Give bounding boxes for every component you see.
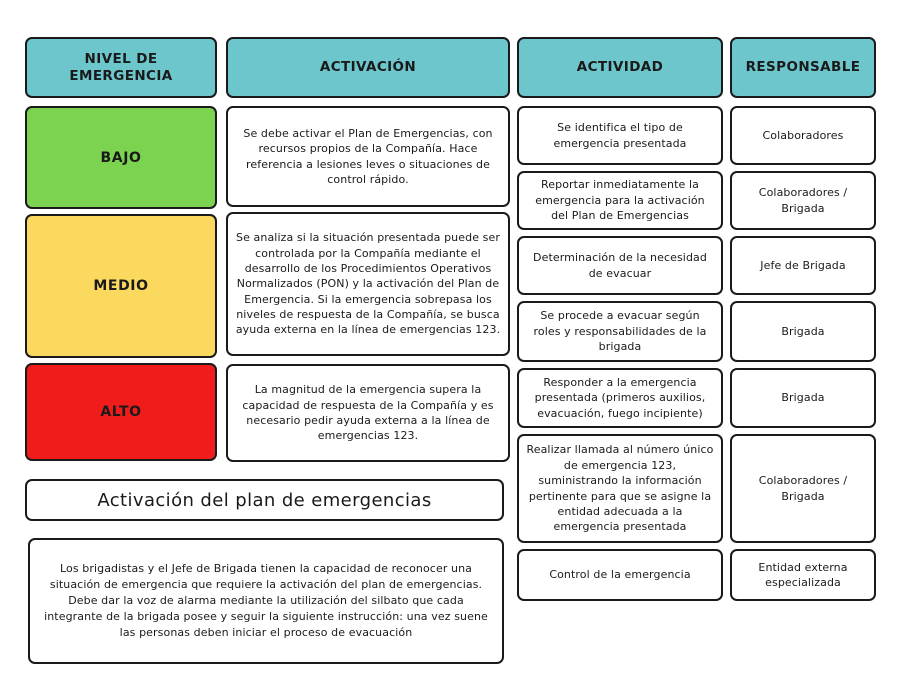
activity-item: Se identifica el tipo de emergencia presentada [517,106,723,165]
activity-item: Se procede a evacuar según roles y responsabilidades de la brigada [517,301,723,362]
activity-item: Control de la emergencia [517,549,723,601]
responsible-item: Colaboradores / Brigada [730,434,876,543]
responsible-item: Brigada [730,368,876,428]
responsible-item: Jefe de Brigada [730,236,876,295]
level-medio: MEDIO [25,214,217,358]
level-alto: ALTO [25,363,217,461]
header-activacion: ACTIVACIÓN [226,37,510,98]
activation-bajo: Se debe activar el Plan de Emergencias, con recursos propios de la Compañía. Hace referencia a lesiones leves o situaciones de control rápido. [226,106,510,207]
responsible-item: Colaboradores [730,106,876,165]
plan-description: Los brigadistas y el Jefe de Brigada tienen la capacidad de reconocer una situación de emergencia que requiere la activación del plan de emergencias. Debe dar la voz de alarma mediante la utilización del silbato que cada integrante de la brigada posee y seguir la siguiente instrucción: una vez suene las personas deben iniciar el proceso de evacuación [28,538,504,664]
activation-medio: Se analiza si la situación presentada puede ser controlada por la Compañía mediante el desarrollo de los Procedimientos Operativos Normalizados (PON) y la activación del Plan de Emergencia. Si la emergencia sobrepasa los niveles de respuesta de la Compañía, se busca ayuda externa en la línea de emergencias 123. [226,212,510,356]
activity-item: Realizar llamada al número único de emergencia 123, suministrando la información pertinente para que se asigne la entidad adecuada a la emergencia presentada [517,434,723,543]
level-bajo: BAJO [25,106,217,209]
responsible-item: Entidad externa especializada [730,549,876,601]
plan-title: Activación del plan de emergencias [25,479,504,521]
responsible-item: Colaboradores / Brigada [730,171,876,230]
header-responsable: RESPONSABLE [730,37,876,98]
activity-item: Determinación de la necesidad de evacuar [517,236,723,295]
activity-item: Responder a la emergencia presentada (primeros auxilios, evacuación, fuego incipiente) [517,368,723,428]
activation-alto: La magnitud de la emergencia supera la capacidad de respuesta de la Compañía y es necesario pedir ayuda externa a la línea de emergencias 123. [226,364,510,462]
header-actividad: ACTIVIDAD [517,37,723,98]
activity-item: Reportar inmediatamente la emergencia para la activación del Plan de Emergencias [517,171,723,230]
header-nivel-emergencia: NIVEL DE EMERGENCIA [25,37,217,98]
responsible-item: Brigada [730,301,876,362]
